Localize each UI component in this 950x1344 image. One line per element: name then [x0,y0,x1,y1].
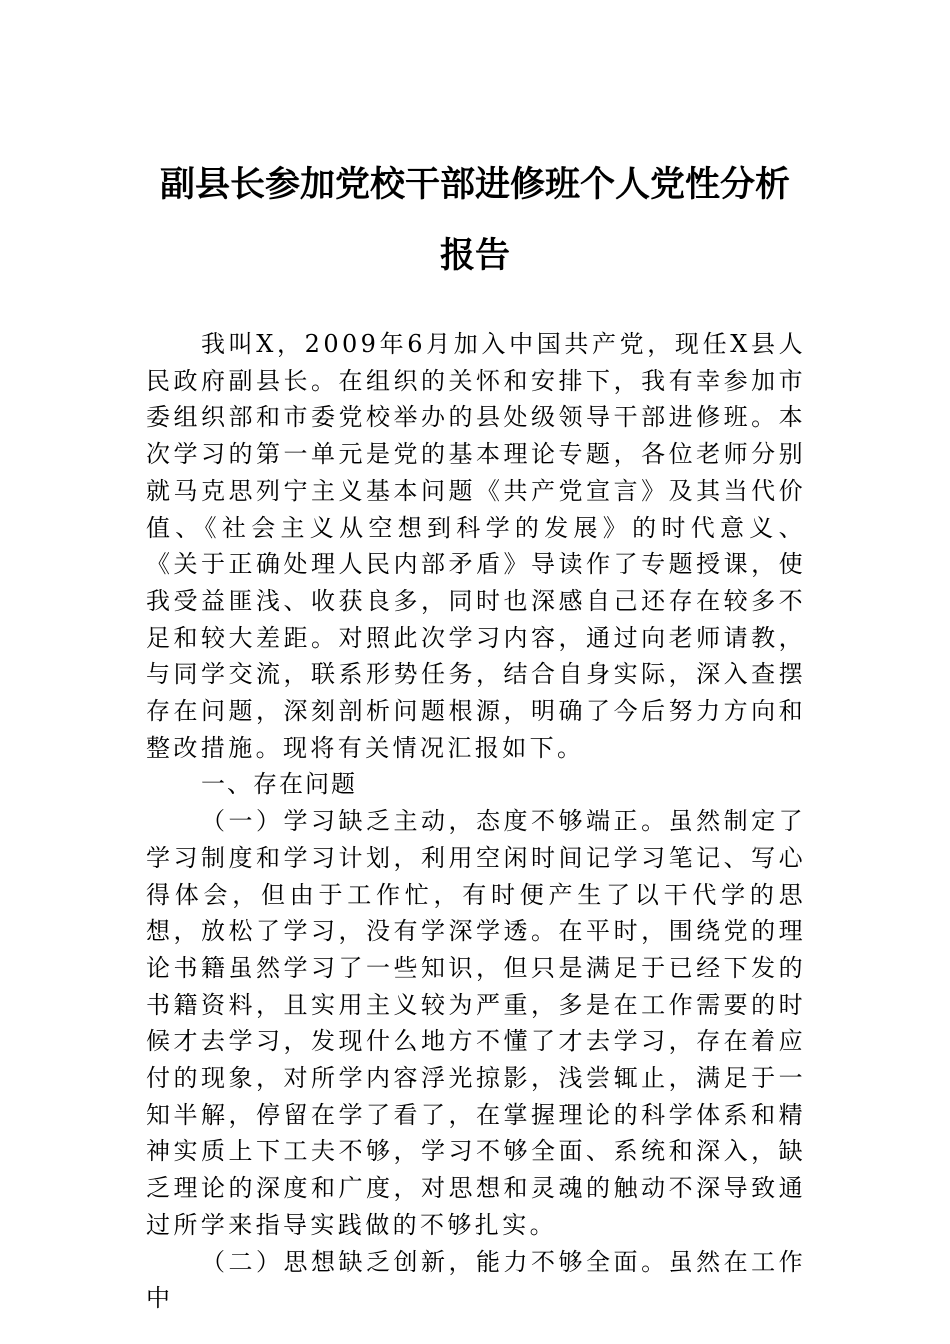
intro-paragraph: 我叫X，2009年6月加入中国共产党，现任X县人民政府副县长。在组织的关怀和安排下，我有幸参加市委组织部和市委党校举办的县处级领导干部进修班。本次学习的第一单元是党的基本理论专题，各位老师分别就马克思列宁主义基本问题《共产党宣言》及其当代价值、《社会主义从空想到科学的发展》的时代意义、《关于正确处理人民内部矛盾》导读作了专题授课，使我受益匪浅、收获良多，同时也深感自己还存在较多不足和较大差距。对照此次学习内容，通过向老师请教，与同学交流，联系形势任务，结合自身实际，深入查摆存在问题，深刻剖析问题根源，明确了今后努力方向和整改措施。现将有关情况汇报如下。 [146,330,806,762]
item2-paragraph [146,1244,806,1317]
document-body [146,326,806,1317]
item2-lead: （二）思想缺乏创新，能力不够全面。 [201,1247,669,1276]
item1-body: 虽然制定了学习制度和学习计划，利用空闲时间记学习笔记、写心得体会，但由于工作忙，有时便产生了以干代学的思想，放松了学习，没有学深学透。在平时，围绕党的理论书籍虽然学习了一些知识，但只是满足于已经下发的书籍资料，且实用主义较为严重，多是在工作需要的时候才去学习，发现什么地方不懂了才去学习，存在着应付的现象，对所学内容浮光掠影，浅尝辄止，满足于一知半解，停留在学了看了，在掌握理论的科学体系和精神实质上下工夫不够，学习不够全面、系统和深入，缺乏理论的深度和广度，对思想和灵魂的触动不深导致通过所学来指导实践做的不够扎实。 [146,807,806,1239]
section-heading-problems: 一、存在问题 [201,770,357,799]
item2-body: 虽然在工作中 [146,1247,806,1313]
item1-paragraph [146,803,806,1243]
document-title-line1: 副县长参加党校干部进修班个人党性分析 [159,164,790,205]
item1-lead: （一）学习缺乏主动，态度不够端正。 [201,807,669,836]
document-title-line2: 报告 [439,235,510,276]
